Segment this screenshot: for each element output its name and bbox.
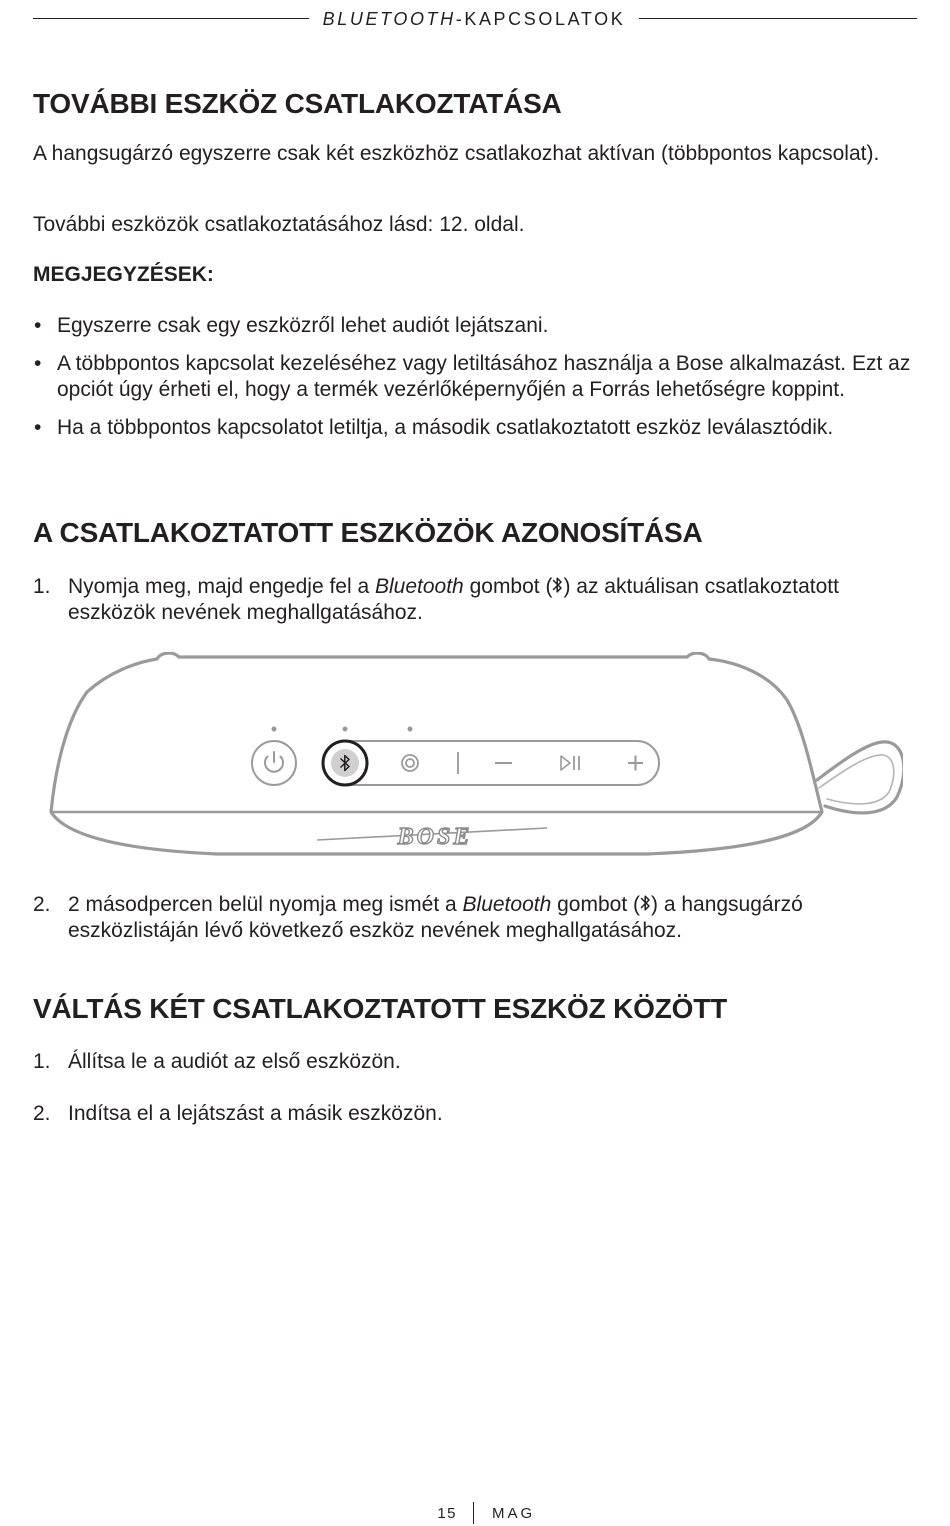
list-item <box>33 1049 917 1075</box>
section-heading-identify-devices: A CSATLAKOZTATOTT ESZKÖZÖK AZONOSÍTÁSA <box>33 517 703 548</box>
header-title-rest: -KAPCSOLATOK <box>455 9 626 29</box>
page-number: 15 <box>437 1505 457 1522</box>
list-item: 1. Nyomja meg, majd engedje fel a Bluetooth gombot ( ) az aktuálisan csatlakoztatott eszközök nevének meghallgatásához. <box>33 575 839 624</box>
control-strip <box>329 741 659 785</box>
header-rule-right <box>639 18 917 19</box>
step-text: Állítsa le a audiót az első eszközön. <box>68 1050 401 1073</box>
section-heading-connect-device: TOVÁBBI ESZKÖZ CSATLAKOZTATÁSA <box>33 88 562 119</box>
bluetooth-icon <box>552 575 563 595</box>
list-item <box>33 1101 917 1127</box>
step-number: 1. <box>33 1050 51 1073</box>
list-item: • A többpontos kapcsolat kezeléséhez vagy letiltásához használja a Bose alkalmazást. Ezt az opciót úgy érheti el, hogy a termék vezérlőképernyőjén a Forrás lehetőségre koppint. <box>34 352 911 401</box>
multipoint-paragraph: A hangsugárzó egyszerre csak két eszközhöz csatlakozhat aktívan (többpontos kapcsolat). <box>33 142 880 165</box>
identify-steps-1 <box>33 574 917 626</box>
speaker-strap <box>817 742 903 813</box>
note-text: Ha a többpontos kapcsolatot letiltja, a második csatlakoztatott eszköz leválasztódik. <box>57 416 834 439</box>
bluetooth-icon <box>640 893 651 913</box>
switch-steps <box>33 1049 917 1127</box>
page-footer <box>33 1502 917 1526</box>
notes-list <box>33 313 917 441</box>
note-text: A többpontos kapcsolat kezeléséhez vagy letiltásához használja a Bose alkalmazást. Ezt az opciót úgy érheti el, hogy a termék vezérlőképernyőjén a Forrás lehetőségre koppint. <box>57 352 911 401</box>
doc-code: MAG <box>492 1505 536 1522</box>
note-text: Egyszerre csak egy eszközről lehet audiót lejátszani. <box>57 314 549 337</box>
list-item: • Ha a többpontos kapcsolatot letiltja, a második csatlakoztatott eszköz leválasztódik. <box>34 416 834 439</box>
step-number: 2. <box>33 1102 51 1125</box>
header-rule-left <box>33 18 309 19</box>
list-item: 2. 2 másodpercen belül nyomja meg ismét a Bluetooth gombot ( ) a hangsugárzó eszközlistáján lévő következő eszköz nevének meghallgatásához. <box>33 893 803 942</box>
indicator-dot <box>272 727 277 732</box>
see-page-paragraph: További eszközök csatlakoztatásához lásd: 12. oldal. <box>33 213 525 236</box>
section-heading-switch-devices: VÁLTÁS KÉT CSATLAKOZTATOTT ESZKÖZ KÖZÖTT <box>33 993 728 1024</box>
step-text: Indítsa el a lejátszást a másik eszközön. <box>68 1102 443 1125</box>
header-title-italic: BLUETOOTH <box>322 9 456 29</box>
notes-label: MEGJEGYZÉSEK: <box>33 263 214 286</box>
step-number: 2. <box>33 893 51 916</box>
indicator-dot <box>408 727 413 732</box>
footer-separator <box>473 1502 474 1524</box>
step-number: 1. <box>33 575 51 598</box>
svg-text:BOSE: BOSE <box>397 824 473 850</box>
list-item: • Egyszerre csak egy eszközről lehet audiót lejátszani. <box>34 314 549 337</box>
indicator-dot <box>343 727 348 732</box>
speaker-illustration <box>47 652 903 862</box>
header-title <box>309 7 639 31</box>
page-header <box>33 5 917 33</box>
identify-steps-2 <box>33 892 917 944</box>
